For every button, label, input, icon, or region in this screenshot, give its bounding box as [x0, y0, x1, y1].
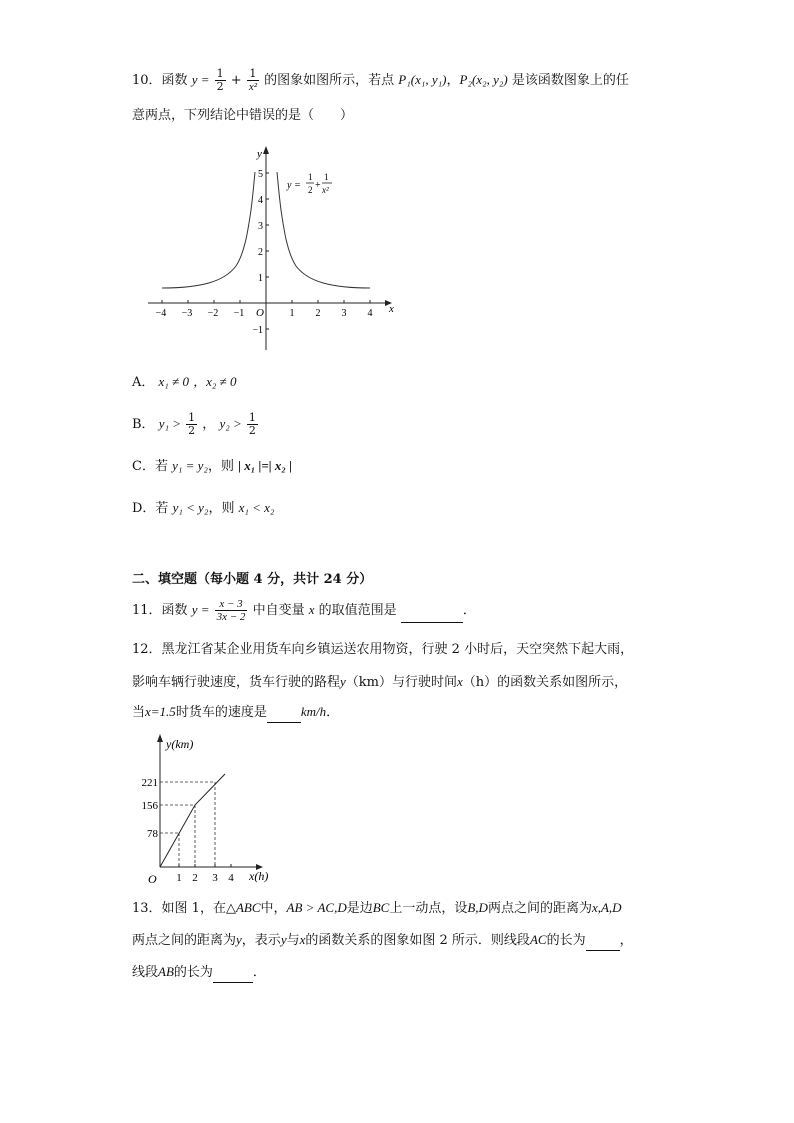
q10-sep: ，: [446, 73, 460, 88]
q10-xtick-4: 4: [367, 308, 373, 319]
q10-function-graph: [140, 140, 400, 355]
q10-graph-eq-plus: +: [315, 180, 321, 191]
q10-ytick-n1: −1: [252, 325, 263, 336]
q10-option-a[interactable]: A． x₁ ≠ 0 ，x₂ ≠ 0: [132, 374, 237, 390]
q12-x-label: x(h): [249, 869, 269, 883]
q12-line2: 影响车辆行驶速度，货车行驶的路程y（km）与行驶时间x（h）的函数关系如图所示，: [132, 674, 628, 690]
q13-ab-blank[interactable]: [213, 968, 253, 983]
q10-xtick-n3: −3: [181, 308, 193, 319]
q12-xtick-2: 2: [192, 872, 198, 884]
q10-frac-half: $\frac{1}{2}$: [216, 67, 224, 93]
q10-xtick-1: 1: [289, 308, 295, 319]
q10-prefix: 10．函数: [132, 73, 188, 88]
q10-point-p2: P₂(x₂, y₂): [459, 72, 508, 87]
q11-answer-blank[interactable]: [401, 608, 463, 623]
q12-y-label: y(km): [166, 737, 194, 751]
q10-option-d[interactable]: D．若 y₁ < y₂，则 x₁ < x₂: [132, 500, 275, 516]
q10-graph-eq-f1-n: 1: [308, 172, 313, 182]
q10-stem-tail: 是该函数图象上的任: [511, 73, 629, 88]
q10-xtick-n4: −4: [155, 308, 167, 319]
q10-y-eq: y =: [191, 72, 210, 87]
q10-xtick-n2: −2: [207, 308, 219, 319]
q12-line1: 12．黑龙江省某企业用货车向乡镇运送农用物资，行驶 2 小时后，天空突然下起大雨，: [132, 642, 634, 657]
q10-ytick-5: 5: [258, 169, 263, 180]
q10-y-arrow: [263, 146, 269, 154]
q12-ytick-78: 78: [147, 828, 158, 840]
q10-graph-eq-f2-n: 1: [324, 172, 329, 182]
q11-fraction: $\frac{x - 3}{3x - 2}$: [216, 598, 246, 623]
q10-xtick-n1: −1: [233, 308, 245, 319]
q10-stem-text: 的图象如图所示，若点: [264, 73, 395, 88]
q13-line3: 线段AB的长为 ．: [132, 962, 266, 983]
q12-xtick-4: 4: [228, 872, 234, 884]
q12-line3: 当x=1.5时货车的速度是 km/h．: [132, 702, 339, 723]
q10-y-axis-label: y: [257, 148, 262, 160]
q10-ytick-3: 3: [258, 221, 263, 232]
q10-stem-line2: 意两点，下列结论中错误的是（ ）: [132, 108, 354, 123]
q12-origin: O: [148, 872, 157, 886]
q10-xtick-3: 3: [341, 308, 347, 319]
q10-stem-line1: [132, 68, 629, 93]
q10-xtick-2: 2: [315, 308, 321, 319]
q10-graph-eq-lhs: y =: [287, 180, 301, 191]
q12-distance-graph: [140, 728, 285, 888]
q10-graph-eq-f2-d: x²: [322, 185, 329, 195]
q13-line2: 两点之间的距离为y，表示y与x的函数关系的图象如图 2 所示．则线段AC的长为 ，: [132, 930, 633, 951]
q10-curve-left: [162, 172, 255, 288]
section-title: 二、填空题（每小题 4 分，共计 24 分）: [132, 572, 373, 587]
q12-ytick-156: 156: [141, 800, 158, 812]
q10-frac-inv-x2: $\frac{1}{\text{x²}}$: [248, 67, 257, 93]
q10-plus: +: [230, 73, 242, 88]
q12-answer-blank[interactable]: [267, 708, 301, 723]
q10-ytick-2: 2: [258, 247, 263, 258]
q12-ytick-221: 221: [141, 777, 158, 789]
q11: 11．函数 y = $\frac{x - 3}{3x - 2}$ 中自变量 x 的取值范围是 ．: [132, 598, 476, 623]
q10-ytick-1: 1: [258, 273, 263, 284]
q10-graph-eq-f1-d: 2: [308, 185, 313, 195]
q10-x-axis-label: x: [389, 303, 394, 315]
q10-point-p1: P₁(x₁, y₁): [398, 72, 447, 87]
q10-origin: O: [256, 307, 264, 319]
q12-y-arrow: [157, 734, 163, 742]
q13-ac-blank[interactable]: [586, 936, 620, 951]
q10-ytick-4: 4: [258, 195, 263, 206]
q13-line1: 13．如图 1，在△ABC中，AB > AC,D是边BC上一动点，设B,D两点之间的距离为x,A,D: [132, 900, 622, 916]
q12-xtick-1: 1: [176, 872, 182, 884]
q10-option-b[interactable]: B． y₁ > $\frac{1}{2}$ ， y₂ > $\frac{1}{2}$: [132, 411, 256, 437]
q10-option-c[interactable]: C．若 y₁ = y₂，则 | x₁ |=| x₂ |: [132, 458, 293, 474]
q12-xtick-3: 3: [212, 872, 218, 884]
